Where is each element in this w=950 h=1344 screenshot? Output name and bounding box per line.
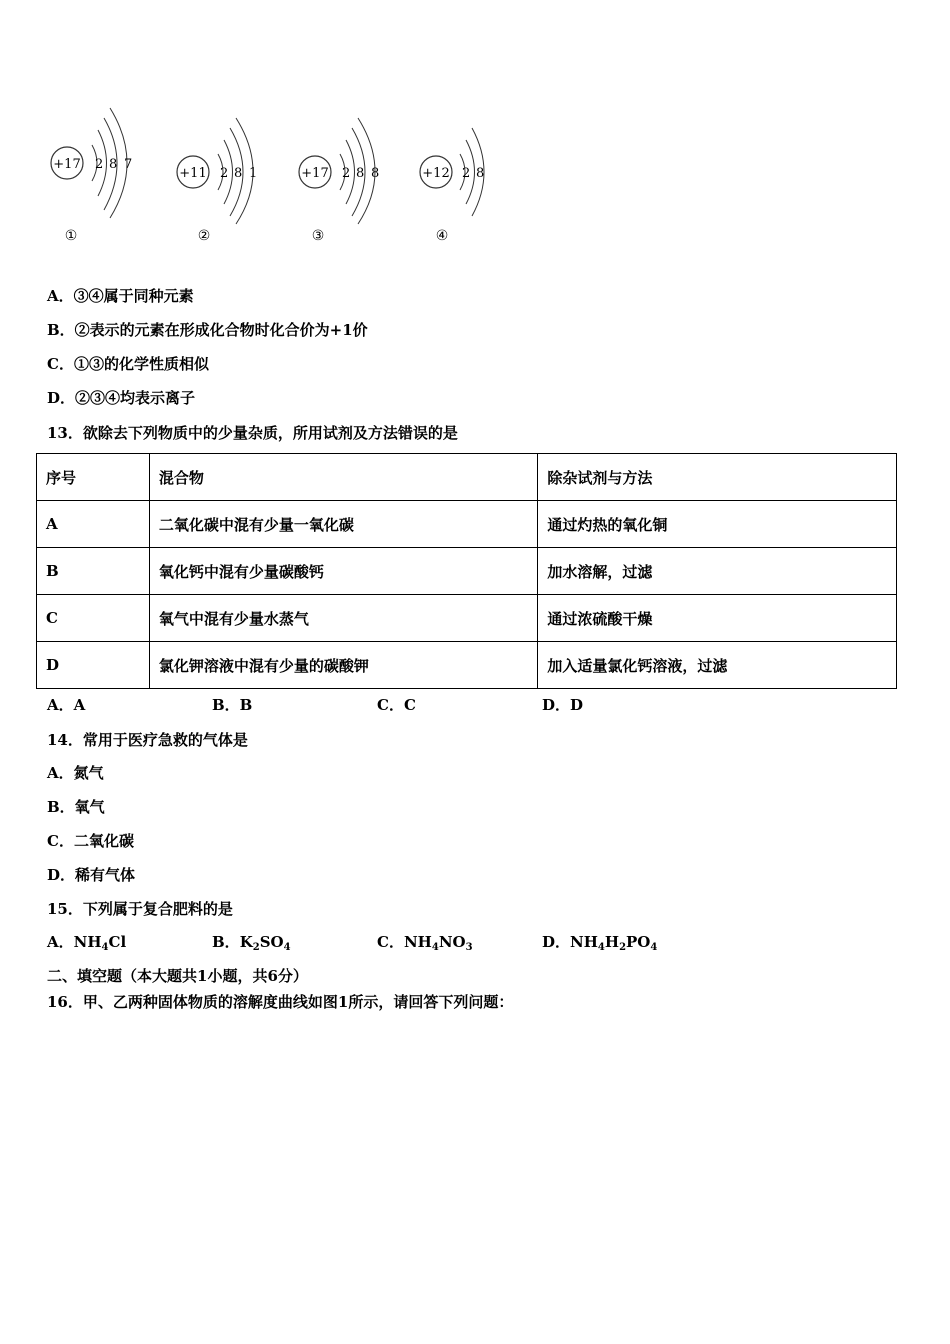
- table-row: [37, 501, 897, 548]
- q15-stem: 15．下列属于复合肥料的是: [47, 900, 233, 918]
- formula-part: Cl: [108, 933, 127, 951]
- formula-subscript: 4: [283, 942, 291, 953]
- option-letter: C．: [377, 933, 404, 951]
- q15-option-b: [212, 932, 291, 952]
- table-cell: D: [37, 642, 150, 689]
- table-row: [37, 642, 897, 689]
- q13-option-c: C．C: [377, 696, 416, 714]
- shell-electrons: 2: [95, 157, 104, 172]
- shell-electrons: 1: [249, 166, 258, 181]
- formula-subscript: 4: [597, 942, 605, 953]
- formula-subscript: 2: [619, 942, 627, 953]
- table-cell: 通过灼热的氧化铜: [538, 501, 897, 548]
- table-cell: 氧化钙中混有少量碳酸钙: [149, 548, 538, 595]
- q15-option-a: [47, 932, 126, 952]
- atomic-structure-diagrams: [40, 100, 500, 250]
- table-row: [37, 595, 897, 642]
- option-letter: B．: [212, 933, 240, 951]
- nucleus-charge: +17: [53, 157, 81, 172]
- q14-option-c: C．二氧化碳: [47, 832, 134, 850]
- formula-part: PO: [626, 933, 651, 951]
- q12-option-a: A．③④属于同种元素: [47, 287, 194, 305]
- table-cell: A: [37, 501, 150, 548]
- formula-subscript: 3: [465, 942, 473, 953]
- q13-table: [36, 453, 897, 689]
- table-header-row: [37, 454, 897, 501]
- table-cell: 加入适量氯化钙溶液，过滤: [538, 642, 897, 689]
- q12-option-d: D．②③④均表示离子: [47, 389, 196, 407]
- table-header-cell: 序号: [37, 454, 150, 501]
- formula-part: NH: [403, 933, 432, 951]
- table-row: [37, 548, 897, 595]
- table-cell: 通过浓硫酸干燥: [538, 595, 897, 642]
- q12-option-b: B．②表示的元素在形成化合物时化合价为+1价: [47, 321, 368, 339]
- q14-option-a: A．氮气: [47, 764, 104, 782]
- shell-electrons: 8: [476, 166, 485, 181]
- q14-option-d: D．稀有气体: [47, 866, 136, 884]
- formula-part: SO: [259, 933, 284, 951]
- section-heading: 二、填空题（本大题共1小题，共6分）: [47, 967, 308, 985]
- nucleus-charge: +11: [179, 166, 207, 181]
- shell-electrons: 8: [234, 166, 243, 181]
- option-letter: A．: [47, 933, 74, 951]
- atom-diagram-3: [299, 118, 379, 244]
- q12-option-c: C．①③的化学性质相似: [47, 355, 209, 373]
- table-cell: C: [37, 595, 150, 642]
- q13-option-a: A．A: [47, 696, 86, 714]
- atom-diagram-4: [420, 128, 484, 244]
- table-header-cell: 混合物: [149, 454, 538, 501]
- table-cell: 氯化钾溶液中混有少量的碳酸钾: [149, 642, 538, 689]
- shell-electrons: 8: [371, 166, 380, 181]
- diagram-label: ④: [435, 228, 449, 244]
- option-letter: D．: [542, 933, 571, 951]
- q14-option-b: B．氧气: [47, 798, 105, 816]
- formula-part: NH: [570, 933, 598, 951]
- shell-electrons: 2: [220, 166, 229, 181]
- table-header-cell: 除杂试剂与方法: [538, 454, 897, 501]
- table-cell: 二氧化碳中混有少量一氧化碳: [149, 501, 538, 548]
- atom-diagram-2: [177, 118, 257, 244]
- shell-electrons: 8: [356, 166, 365, 181]
- formula-subscript: 4: [431, 942, 439, 953]
- formula-part: NO: [438, 933, 466, 951]
- atom-diagram-1: [51, 108, 132, 244]
- formula-subscript: 2: [252, 942, 260, 953]
- formula-part: H: [604, 933, 620, 951]
- q13-stem: 13．欲除去下列物质中的少量杂质，所用试剂及方法错误的是: [47, 424, 458, 442]
- nucleus-charge: +17: [301, 166, 329, 181]
- diagram-label: ①: [64, 228, 78, 244]
- q13-option-b: B．B: [212, 696, 253, 714]
- diagram-label: ③: [311, 228, 325, 244]
- shell-electrons: 2: [342, 166, 351, 181]
- shell-electrons: 8: [109, 157, 118, 172]
- table-cell: 加水溶解，过滤: [538, 548, 897, 595]
- shell-electrons: 2: [462, 166, 471, 181]
- formula-part: K: [239, 933, 253, 951]
- q15-option-d: [542, 932, 657, 952]
- table-cell: 氧气中混有少量水蒸气: [149, 595, 538, 642]
- diagram-label: ②: [197, 228, 211, 244]
- nucleus-charge: +12: [422, 166, 450, 181]
- formula-part: NH: [73, 933, 102, 951]
- formula-subscript: 4: [101, 942, 109, 953]
- q13-option-d: D．D: [542, 696, 584, 714]
- formula-subscript: 4: [650, 942, 658, 953]
- q16-stem: 16．甲、乙两种固体物质的溶解度曲线如图1所示，请回答下列问题：: [47, 993, 514, 1011]
- table-cell: B: [37, 548, 150, 595]
- q15-option-c: [377, 932, 473, 952]
- shell-electrons: 7: [124, 157, 133, 172]
- q14-stem: 14．常用于医疗急救的气体是: [47, 731, 248, 749]
